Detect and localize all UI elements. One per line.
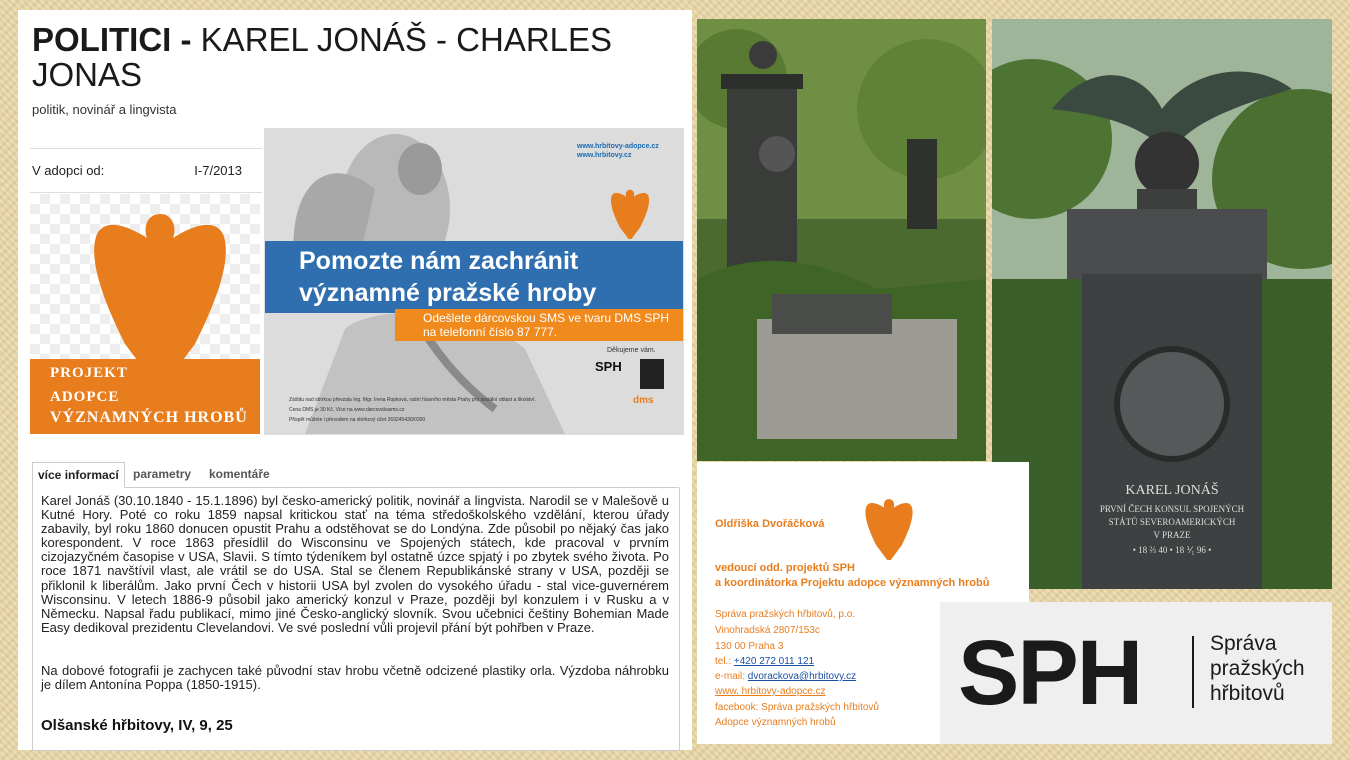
tab-content	[32, 487, 680, 751]
monument-line: STÁTŮ SEVEROAMERICKÝCH	[1108, 517, 1236, 527]
adoption-row	[30, 148, 262, 193]
sph-logo-text: hřbitovů	[1210, 682, 1285, 705]
contact-phone: tel.: +420 272 011 121	[715, 656, 815, 667]
phone-link[interactable]: +420 272 011 121	[733, 656, 815, 667]
contact-org: Správa pražských hřbitovů, p.o.	[715, 609, 856, 620]
banner-sph-logo: SPH	[595, 359, 622, 374]
adopce-text: Adopce významných hrobů	[715, 717, 836, 728]
logo-text: ADOPCE	[50, 389, 120, 405]
tab-more-info[interactable]: více informací	[32, 462, 125, 488]
banner-fineprint: Cena DMS je 30 Kč. Více na www.darcovskasms.cz	[289, 407, 405, 413]
tab-bar	[32, 460, 678, 488]
monument-name: KAREL JONÁŠ	[1125, 483, 1219, 498]
tomb-photo	[697, 19, 986, 461]
angel-icon	[85, 194, 235, 384]
project-logo	[30, 194, 260, 434]
tab-comments[interactable]: komentáře	[209, 467, 270, 481]
sph-logo	[940, 602, 1332, 744]
contact-name: Oldřiška Dvořáčková	[715, 518, 825, 530]
tomb-image	[697, 19, 986, 461]
adoption-label: V adopci od:	[32, 163, 105, 178]
contact-role: a koordinátorka Projektu adopce významných hrobů	[715, 577, 990, 589]
logo-divider	[1192, 636, 1194, 708]
angel-icon	[859, 492, 919, 560]
monument-dates: • 18 ⅔ 40 • 18 ⅟₁ 96 •	[1132, 545, 1212, 555]
tab-parameters[interactable]: parametry	[133, 467, 192, 481]
email-link[interactable]: dvorackova@hrbitovy.cz	[747, 671, 857, 682]
contact-role: vedoucí odd. projektů SPH	[715, 562, 855, 574]
banner-url: www.hrbitovy-adopce.cz	[577, 143, 659, 150]
monument-line: V PRAZE	[1153, 530, 1191, 540]
angel-icon	[605, 184, 655, 239]
monument-image	[992, 19, 1332, 589]
dms-logo: dms	[633, 395, 654, 406]
sph-logo-text: pražských	[1210, 657, 1305, 680]
banner-fineprint: Přispět můžete i převodem na sbírkový účet 269245430/0300	[289, 417, 426, 423]
main-panel	[18, 10, 692, 750]
banner-thanks: Děkujeme vám.	[607, 347, 656, 354]
biography-text: Karel Jonáš (30.10.1840 - 15.1.1896) byl česko-americký politik, novinář a lingvista. Narodil se v Malešově u Kutné Hory. Poté co roku 1859 napsal kritickou stať na téma středoškolského vzdělání, kterou úřady zabavily, byl roku 1860 donucen opustit Prahu a odstěhovat se do Londýna. Zde působil po nějaký čas jako korespondent. V roce 1863 přesídlil do Wisconsinu ve Spojených státech, kde pracoval v prvním cizojazyčném časopise v USA, Slavii. S tímto týdeníkem byl ostatně úzce spjatý i po zbytek svého života. Po roce 1871 navštívil vlast, ale vrátil se do USA. Stal se členem Republikánské strany v USA, později se přiklonil k liberálům. Jako první Čech v historii USA byl zvolen do vysokého úřadu - stal vice-guvernérem Wisconsinu. V letech 1886-9 působil jako americký konzul v Praze, později byl konzulem i v Rusku a v Německu. Napsal řadu publikací, mimo jiné Česko-anglický slovník. Svou učebnici češtiny Bohemian Made Easy dedikoval prezidentu Clevelandovi. Ve své poslední vůli projevil přání být pohřben v Praze.	[41, 493, 669, 635]
adoption-value: I-7/2013	[194, 163, 242, 178]
sph-logo-text: Správa	[1210, 632, 1277, 655]
banner-headline: významné pražské hroby	[299, 279, 597, 307]
page-title: POLITICI - KAREL JONÁŠ - CHARLES JONAS	[32, 21, 613, 93]
logo-text: VÝZNAMNÝCH HROBŮ	[50, 409, 248, 426]
contact-street: Vinohradská 2807/153c	[715, 625, 820, 636]
banner-sms-text: na telefonní číslo 87 777.	[423, 325, 558, 339]
monument-line: PRVNÍ ČECH KONSUL SPOJENÝCH	[1099, 504, 1245, 514]
page-subtitle: politik, novinář a lingvista	[32, 102, 177, 117]
banner-url: www.hrbitovy.cz	[577, 152, 632, 159]
grave-location: Olšanské hřbitovy, IV, 9, 25	[41, 717, 233, 734]
banner-fineprint: Záštitu nad sbírkou převzala Ing. Mgr. Irena Ropková, radní hlavního města Prahy pro sociální oblast a školství.	[289, 397, 536, 403]
facebook-text: facebook: Správa pražských hřbitovů	[715, 702, 879, 713]
sph-logo-mark: SPH	[958, 622, 1142, 724]
monument-photo	[992, 19, 1332, 589]
logo-band	[30, 359, 260, 434]
donation-banner[interactable]	[264, 128, 684, 435]
website-link[interactable]: www. hrbitovy-adopce.cz	[715, 686, 826, 697]
photo-note-text: Na dobové fotografii je zachycen také původní stav hrobu včetně odcizené plastiky orla. Výzdoba náhrobku je dílem Antonína Poppa (1850-1915).	[41, 663, 669, 693]
logo-text: PROJEKT	[50, 365, 128, 381]
banner-headline: Pomozte nám zachránit	[299, 247, 579, 275]
contact-city: 130 00 Praha 3	[715, 641, 784, 652]
contact-email: e-mail: dvorackova@hrbitovy.cz	[715, 671, 857, 682]
banner-sms-text: Odešlete dárcovskou SMS ve tvaru DMS SPH	[423, 311, 670, 325]
praha-logo-icon	[640, 359, 664, 389]
